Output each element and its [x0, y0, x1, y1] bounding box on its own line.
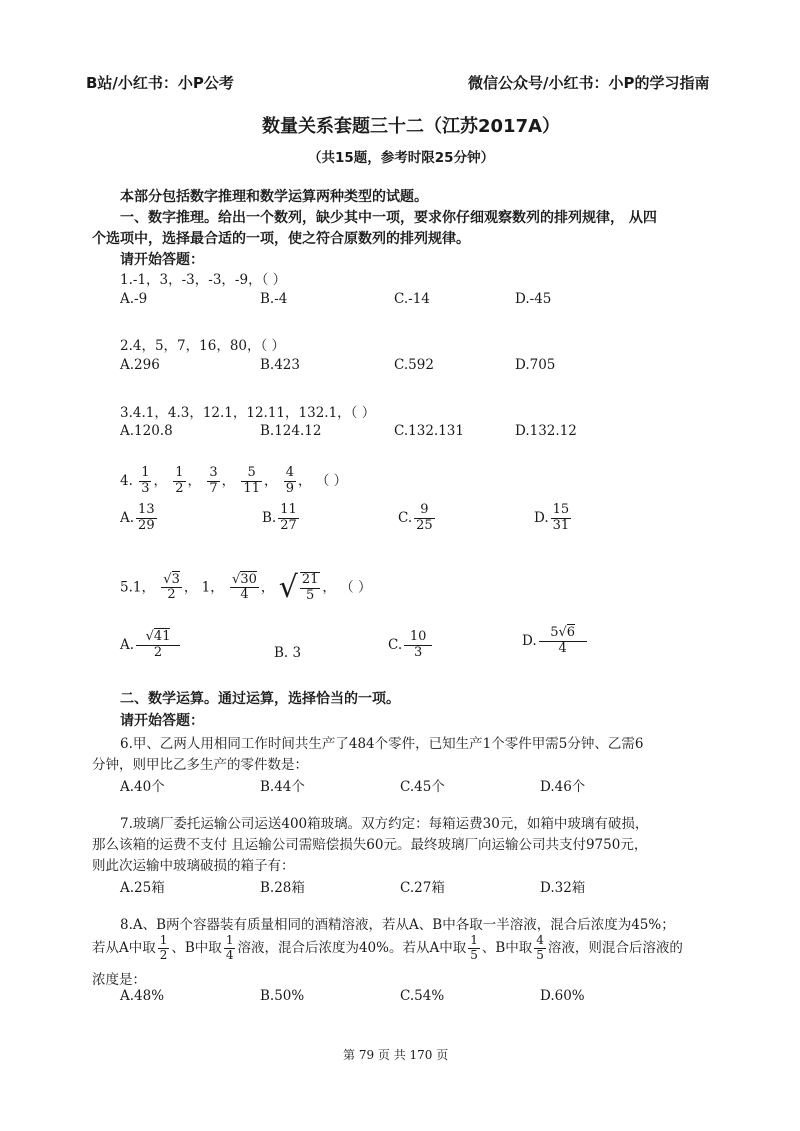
q5-option-b: B. 3 — [274, 645, 302, 661]
q7-option-a: A.25箱 — [120, 880, 165, 896]
page-subtitle: （共15题，参考时限25分钟） — [308, 150, 495, 166]
q4-term-3: $\frac{3}{7}$ — [209, 465, 218, 496]
q6-option-b: B.44个 — [260, 779, 305, 795]
q2-option-d: D.705 — [515, 357, 556, 373]
q5-term-4: $\frac{√30}{4}$ — [232, 571, 257, 603]
q4-term-5: $\frac{4}{9}$ — [285, 465, 295, 496]
q1-option-a: A.-9 — [120, 291, 148, 307]
q8-option-c: C.54% — [400, 988, 445, 1004]
q7-option-c: C.27箱 — [400, 880, 445, 896]
q6-line2: 分钟，则甲比乙多生产的零件数是： — [92, 757, 308, 773]
q5-term-2: $\frac{√3}{2}$ — [163, 571, 180, 603]
q3-option-a: A.120.8 — [120, 423, 173, 439]
q5-stem: 5.1， $\frac{√3}{2}$ ， 1， $\frac{√30}{4}$ ， √ $\frac{21}{5}$ ， （ ） — [120, 569, 372, 605]
q5-term-3: 1 — [201, 579, 211, 596]
q8-line2: 若从A中取 $\frac{1}{2}$ 、B中取 $\frac{1}{4}$ 溶液，混合后浓度为40%。若从A中取 $\frac{1}{5}$ 、B中取 $\frac{4}{5}$ 溶液，则混合后溶液的 — [92, 933, 683, 962]
q4-stem: 4. $\frac{1}{3}$ ， $\frac{1}{2}$ ， $\frac{3}{7}$ ， $\frac{5}{11}$ ， $\frac{4}{9}$ ， （ ） — [120, 465, 348, 496]
q5-term-5: √ $\frac{21}{5}$ — [278, 569, 319, 605]
q1-stem: 1.-1，3，-3，-3，-9，（ ） — [120, 272, 287, 288]
intro-text: 本部分包括数字推理和数学运算两种类型的试题。 — [120, 189, 428, 205]
q2-option-c: C.592 — [394, 357, 434, 373]
q4-term-4: $\frac{5}{11}$ — [243, 465, 260, 496]
q4-term-2: $\frac{1}{2}$ — [175, 465, 184, 496]
q7-option-b: B.28箱 — [260, 880, 305, 896]
section1-heading-line1: 一、数字推理。给出一个数列，缺少其中一项，要求你仔细观察数列的排列规律， 从四 — [120, 210, 657, 226]
q5-first-term: 5.1 — [120, 579, 142, 596]
page-title: 数量关系套题三十二（江苏2017A） — [262, 116, 561, 137]
q7-line2: 那么该箱的运费不支付 且运输公司需赔偿损失60元。最终玻璃厂向运输公司共支付9750元， — [92, 837, 648, 853]
q6-option-d: D.46个 — [540, 779, 586, 795]
q4-term-1: $\frac{1}{3}$ — [141, 465, 150, 496]
q5-option-d: D. $\frac{5√6}{4}$ — [522, 626, 589, 657]
section2-heading: 二、数学运算。通过运算，选择恰当的一项。 — [120, 691, 400, 707]
q4-option-b: B. $\frac{11}{27}$ — [262, 502, 297, 533]
section1-start: 请开始答题： — [120, 252, 204, 268]
q1-option-d: D.-45 — [515, 291, 552, 307]
q4-number: 4. — [120, 472, 133, 489]
q6-option-c: C.45个 — [400, 779, 445, 795]
q4-option-c: C. $\frac{9}{25}$ — [398, 502, 433, 533]
q2-option-b: B.423 — [260, 357, 300, 373]
q5-option-a: A. $\frac{√41}{2}$ — [120, 630, 182, 661]
q8-line1: 8.A、B两个容器装有质量相同的酒精溶液，若从A、B中各取一半溶液，混合后浓度为45%； — [120, 917, 675, 933]
q8-option-d: D.60% — [540, 988, 585, 1004]
q3-option-d: D.132.12 — [515, 423, 577, 439]
section1-heading-line2: 个选项中，选择最合适的一项，使之符合原数列的排列规律。 — [92, 231, 470, 247]
q7-line1: 7.玻璃厂委托运输公司运送400箱玻璃。双方约定：每箱运费30元，如箱中玻璃有破损， — [120, 816, 649, 832]
q8-option-b: B.50% — [260, 988, 305, 1004]
q5-option-c: C. $\frac{10}{3}$ — [388, 630, 434, 661]
section2-start: 请开始答题： — [120, 713, 204, 729]
header-right: 微信公众号/小红书：小P的学习指南 — [468, 74, 710, 92]
page-number: 第 79 页 共 170 页 — [343, 1048, 449, 1062]
q8-line3: 浓度是： — [92, 972, 146, 988]
q8-option-a: A.48% — [120, 988, 165, 1004]
q3-option-c: C.132.131 — [394, 423, 464, 439]
q1-option-b: B.-4 — [260, 291, 288, 307]
q4-option-d: D. $\frac{15}{31}$ — [534, 502, 570, 533]
header-left: B站/小红书：小P公考 — [86, 74, 234, 92]
q6-line1: 6.甲、乙两人用相同工作时间共生产了484个零件，已知生产1个零件甲需5分钟、乙需6 — [120, 736, 644, 752]
q3-stem: 3.4.1，4.3，12.1，12.11，132.1，（ ） — [120, 405, 376, 421]
q7-line3: 则此次运输中玻璃破损的箱子有： — [92, 858, 295, 874]
q4-blank: （ ） — [315, 472, 348, 489]
q6-option-a: A.40个 — [120, 779, 165, 795]
q5-blank: （ ） — [340, 579, 372, 596]
q4-option-a: A. $\frac{13}{29}$ — [120, 502, 155, 533]
q7-option-d: D.32箱 — [540, 880, 586, 896]
q2-stem: 2.4，5，7，16，80，（ ） — [120, 338, 286, 354]
q1-option-c: C.-14 — [394, 291, 430, 307]
q3-option-b: B.124.12 — [260, 423, 322, 439]
q2-option-a: A.296 — [120, 357, 160, 373]
